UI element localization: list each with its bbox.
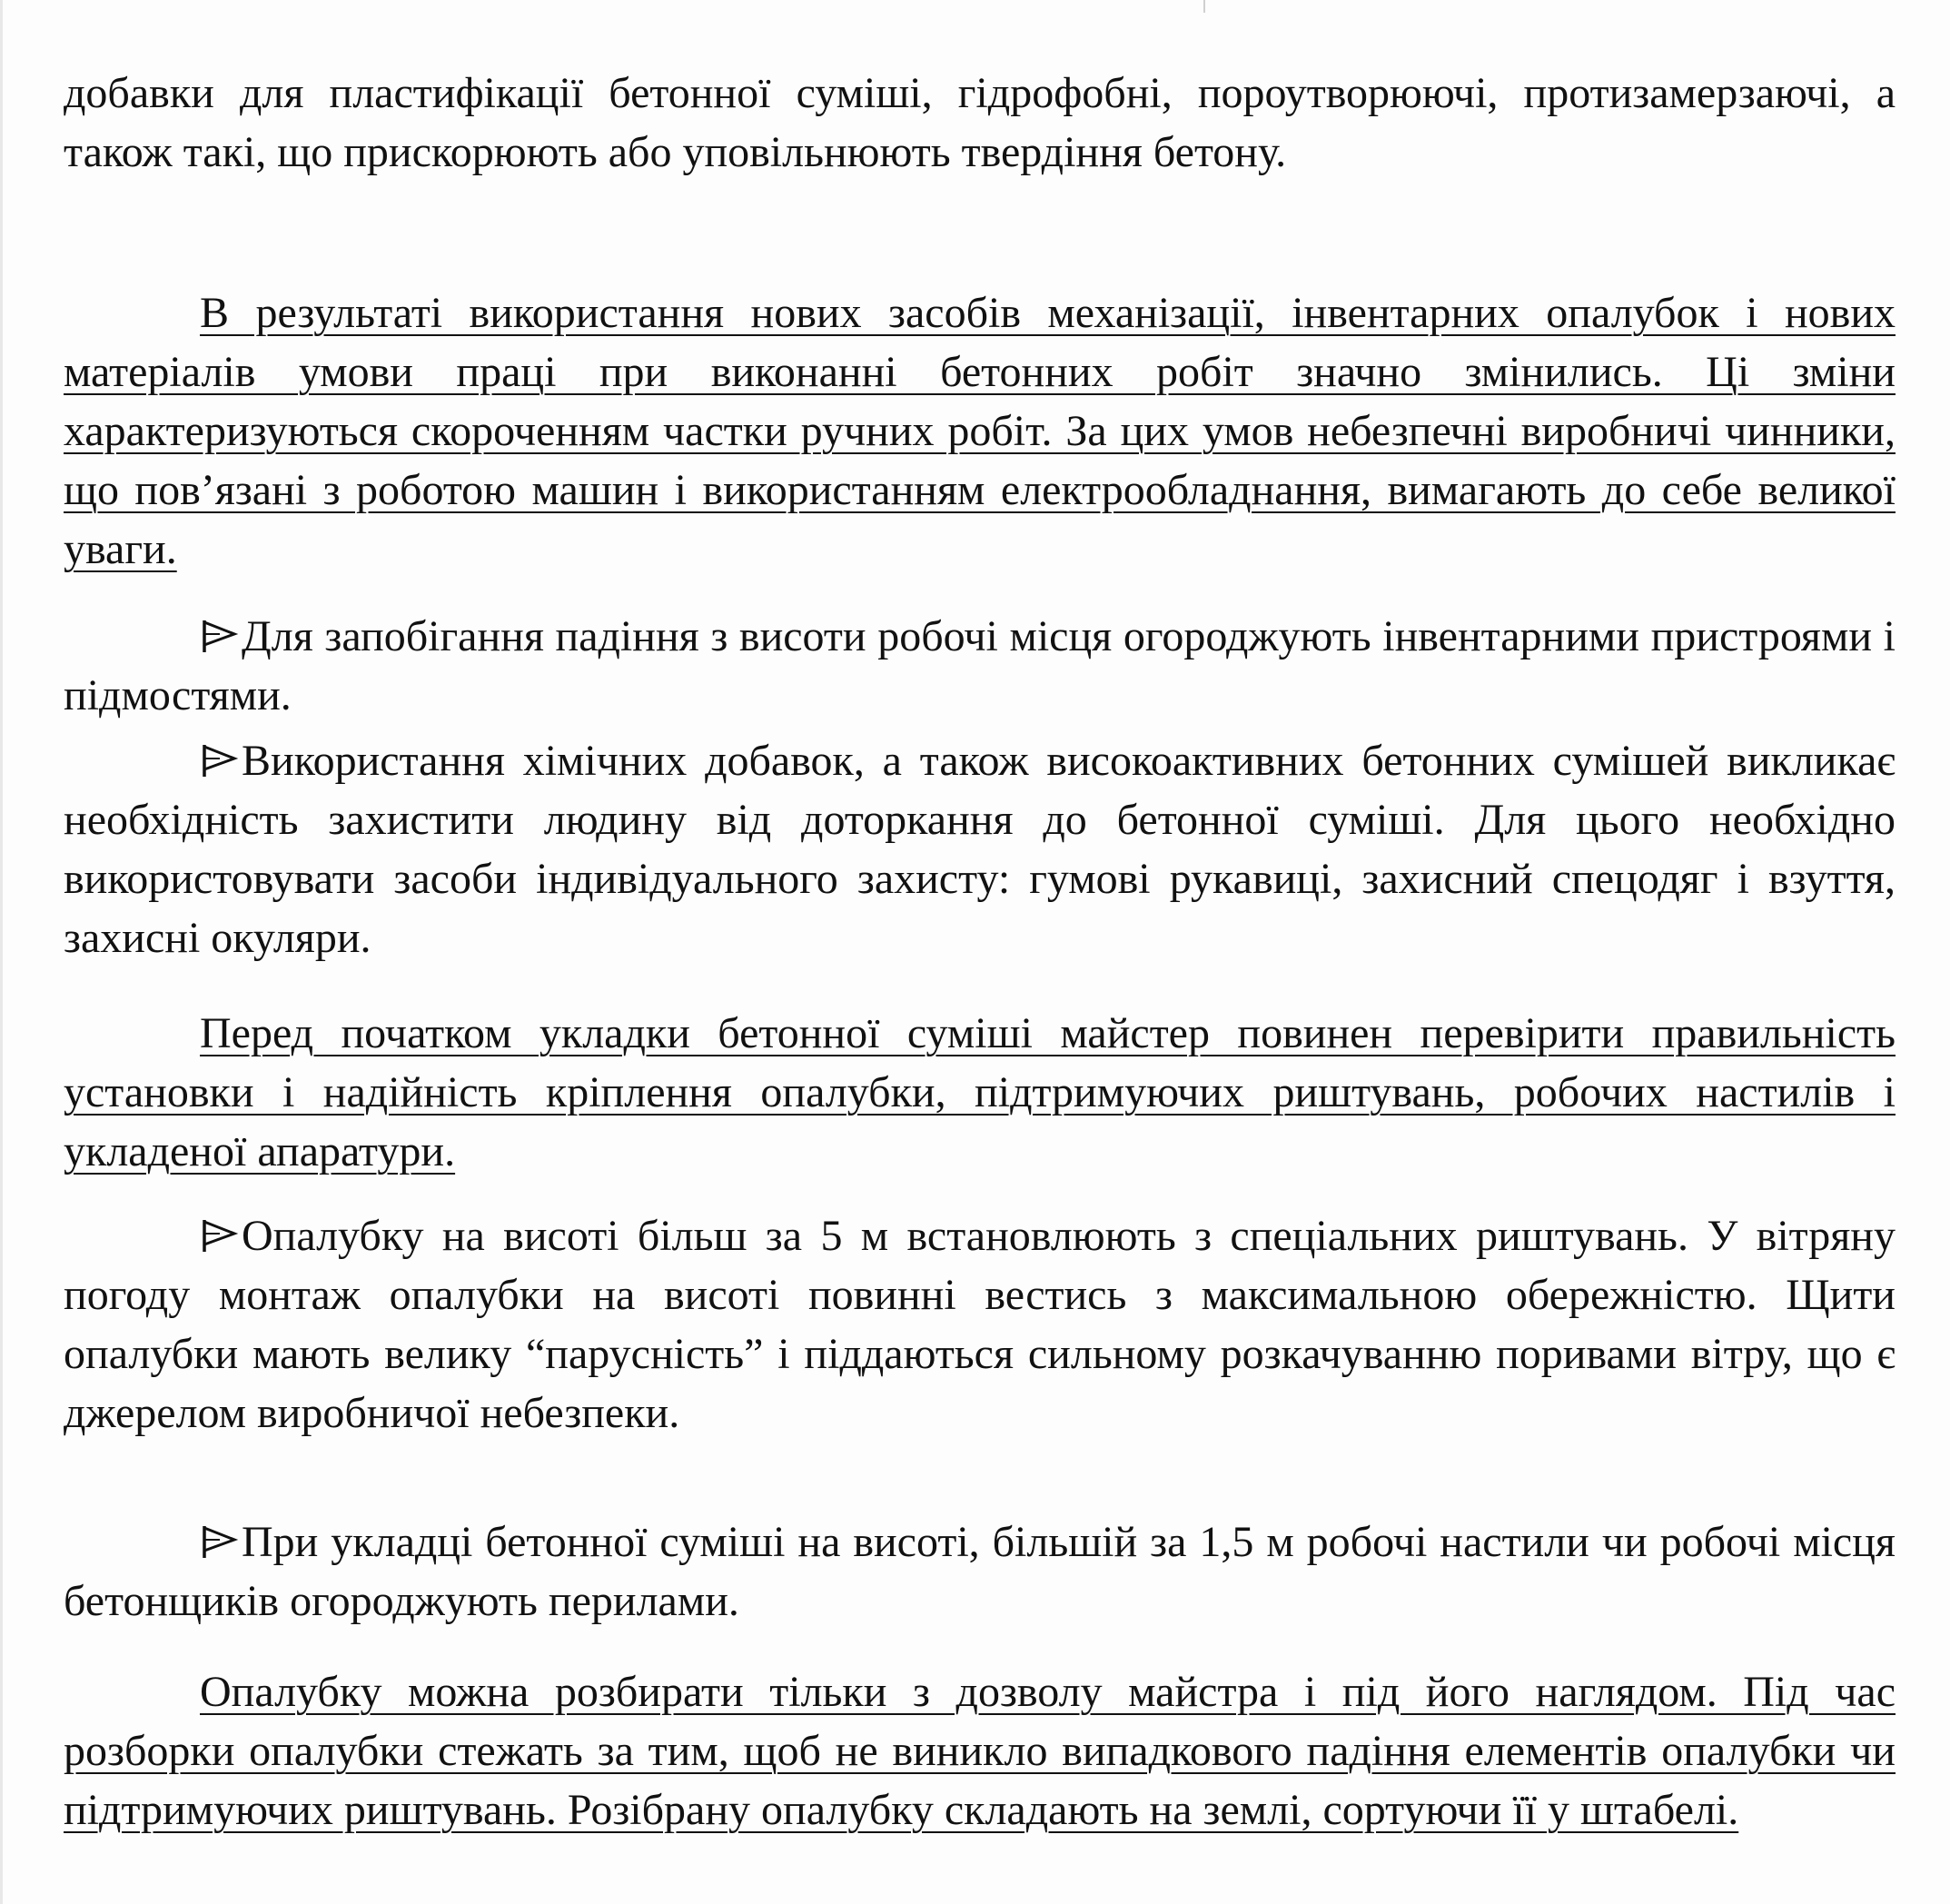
paragraph-foreman-check xyxy=(64,1004,1896,1181)
paragraph-formwork-height xyxy=(64,1206,1896,1443)
paragraph-fall-protection xyxy=(64,607,1896,725)
scan-edge xyxy=(0,0,3,1904)
paragraph-text: Опалубку можна розбирати тільки з дозволу майстра і під його наглядом. Під час розборки опалубки стежать за тим, щоб не виникло випадкового падіння елементів опалубки чи підтримуючих риштувань. Розібрану опалубку складають на землі, сортуючи її у штабелі. xyxy=(64,1668,1896,1834)
paragraph-railings xyxy=(64,1512,1896,1631)
flag-icon xyxy=(200,1217,240,1254)
paragraph-text: добавки для пластифікації бетонної суміші, гідрофобні, пороутворюючі, протизамерзаючі, а також такі, що прискорюють або уповільнюють твердіння бетону. xyxy=(64,69,1896,176)
paragraph-additives xyxy=(64,64,1896,182)
flag-icon xyxy=(200,618,240,654)
scan-mark xyxy=(1203,0,1205,13)
paragraph-text: Опалубку на висоті більш за 5 м встановлюють з спеціальних риштувань. У вітряну погоду монтаж опалубки на висоті повинні вестись з максимальною обережністю. Щити опалубки мають велику “парусність” і піддаються сильному розкачуванню поривами вітру, що є джерелом виробничої небезпеки. xyxy=(64,1212,1896,1437)
paragraph-working-conditions xyxy=(64,283,1896,579)
paragraph-text: В результаті використання нових засобів механізації, інвентарних опалубок і нових матеріалів умови праці при виконанні бетонних робіт значно змінились. Ці зміни характеризуються скороченням частки ручних робіт. За цих умов небезпечні виробничі чинники, що пов’язані з роботою машин і використанням електрообладнання, вимагають до себе великої уваги. xyxy=(64,289,1896,573)
paragraph-text: Перед початком укладки бетонної суміші майстер повинен перевірити правильність установки і надійність кріплення опалубки, підтримуючих риштувань, робочих настилів і укладеної апаратури. xyxy=(64,1009,1896,1175)
flag-icon xyxy=(200,1523,240,1560)
paragraph-text: При укладці бетонної суміші на висоті, більшій за 1,5 м робочі настили чи робочі місця бетонщиків огороджують перилами. xyxy=(64,1518,1896,1625)
paragraph-text: Використання хімічних добавок, а також високоактивних бетонних сумішей викликає необхідність захистити людину від доторкання до бетонної суміші. Для цього необхідно використовувати засоби індивідуального захисту: гумові рукавиці, захисний спецодяг і взуття, захисні окуляри. xyxy=(64,737,1896,962)
paragraph-dismantling xyxy=(64,1662,1896,1840)
paragraph-text: Для запобігання падіння з висоти робочі місця огороджують інвентарними пристроями і підмостями. xyxy=(64,612,1896,719)
paragraph-chemical-additives xyxy=(64,731,1896,967)
flag-icon xyxy=(200,742,240,778)
